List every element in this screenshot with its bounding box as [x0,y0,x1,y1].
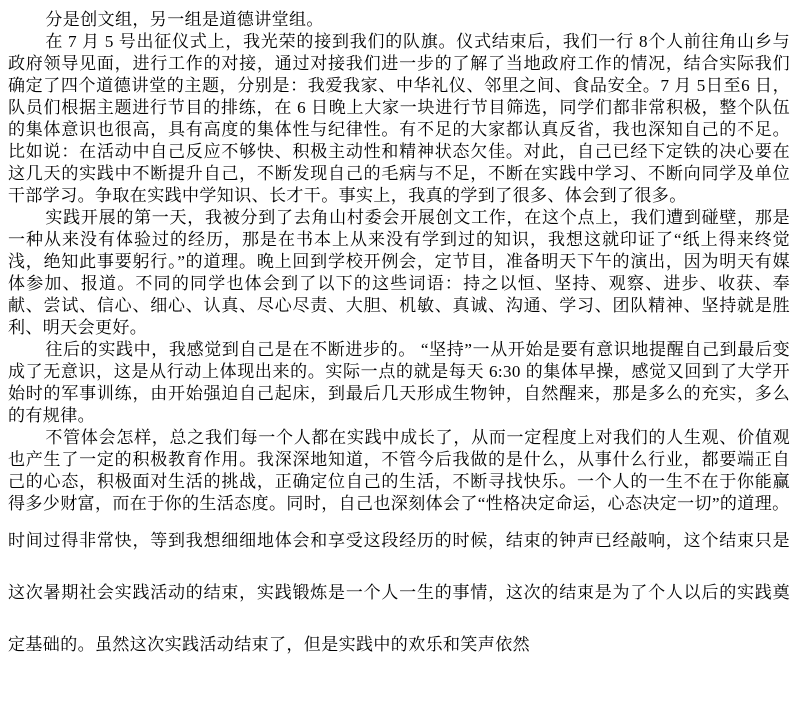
paragraph-group-intro: 分是创文组，另一组是道德讲堂组。 [45,10,324,29]
paragraph-ceremony-and-preparation: 在 7 月 5 号出征仪式上，我光荣的接到我们的队旗。仪式结束后，我们一行 8个人前往角山乡与政府领导见面，进行工作的对接，通过对接我们进一步的了解了当地政府工作的情况，结合实际我们确定了四个道德讲堂的主题，分别是：我爱我家、中华礼仪、邻里之间、食品安全。7 月 5日至6 日，队员们根据主题进行节目的排练，在 6 日晚上大家一块进行节目筛选，同学们都非常积极，整个队伍的集体意识也很高，具有高度的集体性与纪律性。有不足的大家都认真反省，我也深知自己的不足。比如说：在活动中自己反应不够快、积极主动性和精神状态欠佳。对此，自己已经下定铁的决心要在这几天的实践中不断提升自己，不断发现自己的毛病与不足，不断在实践中学习、不断向同学及单位干部学习。争取在实践中学知识、长才干。事实上，我真的学到了很多、体会到了很多。 [8,32,790,205]
paragraph-growth-reflection: 不管体会怎样，总之我们每一个人都在实践中成长了，从而一定程度上对我们的人生观、价值观也产生了一定的积极教育作用。我深深地知道，不管今后我做的是什么，从事什么行业，都要端正自己的心态，积极面对生活的挑战，正确定位自己的生活，不断寻找快乐。一个人的一生不在于你能赢得多少财富，而在于你的生活态度。同时，自己也深刻体会了“性格决定命运，心态决定一切”的道理。 [8,428,790,513]
paragraph-persistence-progress: 往后的实践中，我感觉到自己是在不断进步的。 “坚持”一从开始是要有意识地提醒自己到最后变成了无意识，这是从行动上体现出来的。实际一点的就是每天 6:30 的集体早操，感觉又回到了大学开始时的军事训练，由开始强迫自己起床，到最后几天形成生物钟，自然醒来，那是多么的充实，多么的有规律。 [8,340,790,425]
paragraph-closing: 时间过得非常快，等到我想细细地体会和享受这段经历的时候，结束的钟声已经敲响，这个结束只是这次暑期社会实践活动的结束，实践锻炼是一个人一生的事情，这次的结束是为了个人以后的实践奠定基础的。虽然这次实践活动结束了，但是实践中的欢乐和笑声依然 [8,531,790,654]
paragraph-first-day-experience: 实践开展的第一天，我被分到了去角山村委会开展创文工作，在这个点上，我们遭到碰壁，那是一种从来没有体验过的经历，那是在书本上从来没有学到过的知识，我想这就印证了“纸上得来终觉浅，绝知此事要躬行。”的道理。晚上回到学校开例会，定节目，准备明天下午的演出，因为明天有媒体参加、报道。不同的同学也体会到了以下的这些词语：持之以恒、坚持、观察、进步、收获、奉献、尝试、信心、细心、认真、尽心尽责、大胆、机敏、真诚、沟通、学习、团队精神、坚持就是胜利、明天会更好。 [8,208,790,337]
